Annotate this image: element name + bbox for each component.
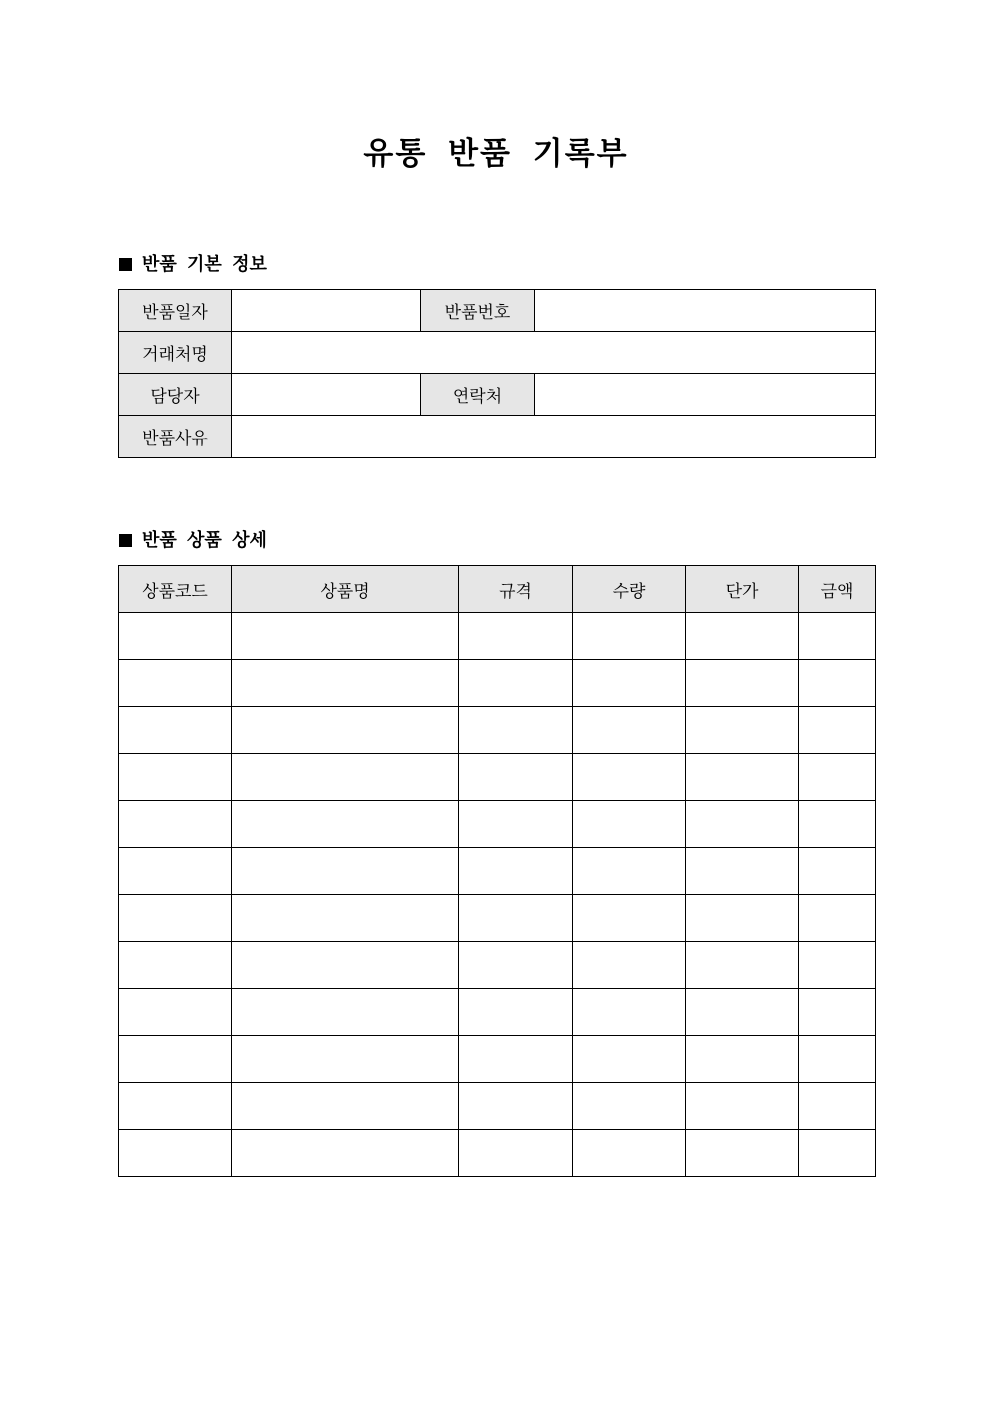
unit-price-cell[interactable]	[686, 942, 799, 989]
product-code-cell[interactable]	[119, 895, 232, 942]
quantity-cell[interactable]	[573, 660, 686, 707]
basic-info-table	[118, 289, 876, 458]
quantity-cell[interactable]	[573, 1083, 686, 1130]
spec-cell[interactable]	[459, 895, 573, 942]
page-title: 유통 반품 기록부	[363, 136, 629, 172]
quantity-cell[interactable]	[573, 848, 686, 895]
column-header-amount: 금액	[799, 566, 876, 613]
product-name-cell[interactable]	[232, 895, 459, 942]
table-row	[119, 1083, 876, 1130]
quantity-cell[interactable]	[573, 1036, 686, 1083]
quantity-cell[interactable]	[573, 989, 686, 1036]
unit-price-cell[interactable]	[686, 1036, 799, 1083]
amount-cell[interactable]	[799, 848, 876, 895]
column-header-spec: 규격	[459, 566, 573, 613]
unit-price-cell[interactable]	[686, 660, 799, 707]
amount-cell[interactable]	[799, 989, 876, 1036]
contact-field[interactable]	[535, 374, 876, 416]
spec-cell[interactable]	[459, 1083, 573, 1130]
client-name-field[interactable]	[232, 332, 876, 374]
label-contact: 연락처	[421, 374, 535, 416]
square-bullet-icon	[119, 258, 132, 271]
unit-price-cell[interactable]	[686, 1083, 799, 1130]
column-header-unit-price: 단가	[686, 566, 799, 613]
spec-cell[interactable]	[459, 1130, 573, 1177]
label-return-date: 반품일자	[119, 290, 232, 332]
amount-cell[interactable]	[799, 1083, 876, 1130]
product-name-cell[interactable]	[232, 613, 459, 660]
amount-cell[interactable]	[799, 613, 876, 660]
unit-price-cell[interactable]	[686, 989, 799, 1036]
product-name-cell[interactable]	[232, 989, 459, 1036]
product-name-cell[interactable]	[232, 801, 459, 848]
spec-cell[interactable]	[459, 848, 573, 895]
manager-field[interactable]	[232, 374, 421, 416]
product-name-cell[interactable]	[232, 942, 459, 989]
product-code-cell[interactable]	[119, 801, 232, 848]
product-name-cell[interactable]	[232, 1130, 459, 1177]
column-header-product-code: 상품코드	[119, 566, 232, 613]
table-row	[119, 707, 876, 754]
info-row-manager	[119, 374, 876, 416]
section-heading-basic-info	[119, 253, 267, 277]
product-name-cell[interactable]	[232, 1083, 459, 1130]
spec-cell[interactable]	[459, 942, 573, 989]
quantity-cell[interactable]	[573, 1130, 686, 1177]
table-row	[119, 848, 876, 895]
spec-cell[interactable]	[459, 801, 573, 848]
table-row	[119, 1036, 876, 1083]
item-details-table	[118, 565, 876, 1177]
unit-price-cell[interactable]	[686, 707, 799, 754]
amount-cell[interactable]	[799, 895, 876, 942]
table-row	[119, 801, 876, 848]
table-row	[119, 660, 876, 707]
unit-price-cell[interactable]	[686, 801, 799, 848]
quantity-cell[interactable]	[573, 707, 686, 754]
product-code-cell[interactable]	[119, 707, 232, 754]
square-bullet-icon	[119, 534, 132, 547]
return-date-field[interactable]	[232, 290, 421, 332]
spec-cell[interactable]	[459, 754, 573, 801]
section-heading-label: 반품 상품 상세	[142, 530, 267, 551]
amount-cell[interactable]	[799, 801, 876, 848]
label-return-number: 반품번호	[421, 290, 535, 332]
table-row	[119, 895, 876, 942]
product-code-cell[interactable]	[119, 754, 232, 801]
amount-cell[interactable]	[799, 707, 876, 754]
unit-price-cell[interactable]	[686, 754, 799, 801]
info-row-client	[119, 332, 876, 374]
product-code-cell[interactable]	[119, 989, 232, 1036]
amount-cell[interactable]	[799, 754, 876, 801]
product-code-cell[interactable]	[119, 1083, 232, 1130]
column-header-product-name: 상품명	[232, 566, 459, 613]
info-row-date	[119, 290, 876, 332]
table-row	[119, 1130, 876, 1177]
amount-cell[interactable]	[799, 942, 876, 989]
table-row	[119, 942, 876, 989]
unit-price-cell[interactable]	[686, 848, 799, 895]
label-manager: 담당자	[119, 374, 232, 416]
table-header-row	[119, 566, 876, 613]
product-name-cell[interactable]	[232, 754, 459, 801]
quantity-cell[interactable]	[573, 942, 686, 989]
product-code-cell[interactable]	[119, 848, 232, 895]
product-code-cell[interactable]	[119, 660, 232, 707]
quantity-cell[interactable]	[573, 801, 686, 848]
product-code-cell[interactable]	[119, 613, 232, 660]
quantity-cell[interactable]	[573, 895, 686, 942]
table-row	[119, 613, 876, 660]
unit-price-cell[interactable]	[686, 1130, 799, 1177]
amount-cell[interactable]	[799, 1036, 876, 1083]
column-header-quantity: 수량	[573, 566, 686, 613]
spec-cell[interactable]	[459, 989, 573, 1036]
product-code-cell[interactable]	[119, 1036, 232, 1083]
spec-cell[interactable]	[459, 707, 573, 754]
quantity-cell[interactable]	[573, 613, 686, 660]
label-client-name: 거래처명	[119, 332, 232, 374]
quantity-cell[interactable]	[573, 754, 686, 801]
return-reason-field[interactable]	[232, 416, 876, 458]
product-name-cell[interactable]	[232, 1036, 459, 1083]
section-heading-item-details	[119, 529, 267, 553]
spec-cell[interactable]	[459, 1036, 573, 1083]
return-number-field[interactable]	[535, 290, 876, 332]
amount-cell[interactable]	[799, 1130, 876, 1177]
spec-cell[interactable]	[459, 613, 573, 660]
unit-price-cell[interactable]	[686, 613, 799, 660]
spec-cell[interactable]	[459, 660, 573, 707]
info-row-reason	[119, 416, 876, 458]
section-heading-label: 반품 기본 정보	[142, 254, 267, 275]
product-name-cell[interactable]	[232, 660, 459, 707]
unit-price-cell[interactable]	[686, 895, 799, 942]
table-row	[119, 989, 876, 1036]
table-row	[119, 754, 876, 801]
amount-cell[interactable]	[799, 660, 876, 707]
product-name-cell[interactable]	[232, 707, 459, 754]
item-rows	[119, 613, 876, 1177]
label-return-reason: 반품사유	[119, 416, 232, 458]
product-code-cell[interactable]	[119, 1130, 232, 1177]
product-name-cell[interactable]	[232, 848, 459, 895]
product-code-cell[interactable]	[119, 942, 232, 989]
